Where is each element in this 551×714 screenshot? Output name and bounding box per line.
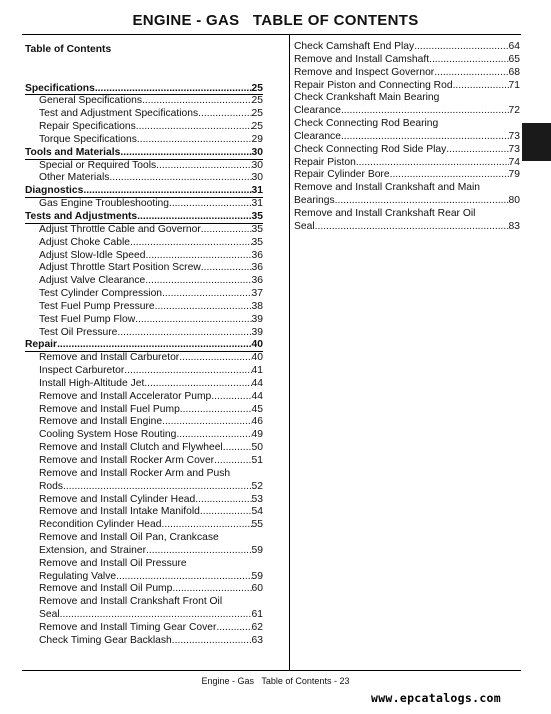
right-column [294,41,520,234]
page-number: 36 [251,275,263,287]
dot-leader [117,327,251,340]
toc-entry-title: Remove and Install Fuel Pump [39,403,180,415]
toc-entry[interactable] [25,378,263,391]
dot-leader [414,41,508,54]
toc-entry[interactable] [25,134,263,147]
toc-entry-title: Adjust Valve Clearance [39,275,146,287]
toc-entry[interactable] [25,314,263,327]
toc-entry[interactable] [25,391,263,404]
toc-entry[interactable] [25,506,263,519]
toc-entry-title: Check Timing Gear Backlash [39,634,172,646]
toc-entry-title: Repair Cylinder Bore [294,169,390,181]
toc-entry-title: Repair Piston and Connecting Rod [294,79,453,91]
header-rule [22,34,521,35]
page-number: 25 [251,108,263,120]
toc-entry[interactable] [25,262,263,275]
page-title: ENGINE - GAS TABLE OF CONTENTS [132,12,419,29]
toc-entry[interactable] [25,327,263,340]
section-title: Tests and Adjustments [25,210,138,222]
page-number: 61 [251,609,263,621]
page-number: 45 [251,403,263,415]
dot-leader [176,429,251,442]
toc-entry-title: Test Fuel Pump Flow [39,313,136,325]
dot-leader [172,635,252,648]
toc-entry-first-line: Check Connecting Rod Bearing [294,118,439,130]
section-title: Repair [25,339,58,351]
toc-entry-title: Adjust Throttle Cable and Governor [39,223,201,235]
toc-entry[interactable] [294,41,520,54]
toc-entry[interactable] [25,519,263,532]
dot-leader [172,583,251,596]
page-number: 46 [251,416,263,428]
toc-entry-title: Inspect Carburetor [39,365,125,377]
section-tab [522,123,551,161]
toc-entry-title: Test and Adjustment Specifications [39,108,199,120]
dot-leader [95,83,252,95]
toc-entry-first-line: Remove and Install Crankshaft and Main [294,182,481,194]
toc-entry-title: General Specifications [39,95,143,107]
dot-leader [116,571,251,584]
toc-entry-title: Repair Specifications [39,121,136,133]
page-number: 25 [251,82,263,94]
page-number: 53 [251,493,263,505]
toc-entry-title: Remove and Install Rocker Arm Cover [39,455,215,466]
toc-entry[interactable] [294,195,520,208]
toc-entry[interactable] [25,545,263,558]
toc-section-heading[interactable] [25,147,263,160]
toc-entry[interactable] [294,144,520,157]
dot-leader [201,224,252,237]
dot-leader [162,416,251,429]
toc-entry-title: Other Materials [39,172,110,184]
dot-leader [60,609,252,622]
dot-leader [162,519,252,532]
toc-entry[interactable] [25,301,263,314]
toc-entry-title: Check Connecting Rod Side Play [294,143,447,155]
toc-entry[interactable] [25,571,263,584]
page-number: 25 [251,95,263,107]
page-number: 65 [508,53,520,65]
page-number: 63 [251,634,263,646]
toc-entry-title: Regulating Valve [39,570,117,582]
toc-entry-title: Seal [294,220,315,232]
toc-entry-title: Adjust Slow-Idle Speed [39,249,146,261]
dot-leader [130,237,252,250]
toc-entry[interactable] [294,105,520,118]
toc-entry-title: Remove and Inspect Governor [294,66,435,78]
toc-entry[interactable] [294,67,520,80]
toc-entry[interactable] [25,583,263,596]
toc-entry[interactable] [294,80,520,93]
page-number: 79 [508,169,520,181]
page-number: 38 [251,300,263,312]
page-number: 30 [251,146,263,158]
page-number: 50 [251,442,263,454]
page-number: 40 [251,339,263,351]
dot-leader [341,131,509,144]
page-number: 59 [251,544,263,556]
page-number: 29 [251,133,263,145]
dot-leader [195,494,251,507]
toc-entry[interactable] [25,622,263,635]
toc-entry[interactable] [25,416,263,429]
page-number: 30 [251,159,263,171]
toc-entry[interactable] [25,160,263,173]
toc-section-heading[interactable] [25,211,263,224]
page-number: 36 [251,262,263,274]
toc-entry-title: Recondition Cylinder Head [39,519,162,531]
toc-entry[interactable] [294,157,520,170]
toc-entry-title: Clearance [294,130,341,142]
toc-entry-title: Special or Required Tools [39,159,157,171]
page-number: 71 [508,79,520,91]
toc-entry[interactable] [294,131,520,144]
toc-entry-title: Seal [39,609,60,621]
page-number: 31 [251,198,263,210]
dot-leader [137,134,252,147]
page-number: 39 [251,326,263,338]
page-number: 49 [251,429,263,441]
toc-entry-title: Install High-Altitude Jet [39,377,145,389]
page-number: 64 [508,41,520,52]
footer-rule [22,670,521,671]
dot-leader [198,108,251,121]
page-number: 39 [251,313,263,325]
page-number: 44 [251,390,263,402]
toc-entry[interactable] [25,442,263,455]
toc-entry-first-line: Remove and Install Crankshaft Front Oil [39,596,223,608]
toc-entry-first-line: Check Crankshaft Main Bearing [294,92,440,104]
toc-entry[interactable] [294,221,520,234]
page-number: 68 [508,66,520,78]
toc-entry-title: Test Fuel Pump Pressure [39,300,155,312]
toc-section-heading[interactable] [25,339,263,352]
toc-entry-title: Cooling System Hose Routing [39,429,177,441]
dot-leader [57,339,251,351]
toc-entry-title: Repair Piston [294,156,356,168]
toc-entry-title: Check Camshaft End Play [294,41,415,52]
toc-entry[interactable] [25,494,263,507]
page-number: 52 [251,480,263,492]
toc-entry-title: Remove and Install Oil Pump [39,583,173,595]
dot-leader [135,314,251,327]
page-number: 35 [251,210,263,222]
dot-leader [335,195,509,208]
toc-entry-title: Adjust Throttle Start Position Screw [39,262,201,274]
toc-entry-title: Remove and Install Timing Gear Cover [39,621,217,633]
page-number: 60 [251,583,263,595]
dot-leader [109,172,251,185]
toc-entry[interactable] [25,250,263,263]
dot-leader [211,391,251,404]
page-number: 25 [251,121,263,133]
section-title: Tools and Materials [25,146,121,158]
toc-entry-title: Remove and Install Accelerator Pump [39,390,212,402]
page-number: 55 [251,519,263,531]
toc-entry[interactable] [25,429,263,442]
dot-leader [446,144,508,157]
toc-entry-title: Bearings [294,195,335,207]
column-divider [289,35,290,671]
page-number: 31 [251,185,263,197]
toc-entry-title: Extension, and Strainer [39,544,147,556]
dot-leader [169,198,252,211]
toc-entry[interactable] [25,275,263,288]
toc-entry[interactable] [25,237,263,250]
dot-leader [144,378,251,391]
toc-entry-title: Test Oil Pressure [39,326,118,338]
dot-leader [83,185,251,197]
toc-entry[interactable] [25,172,263,185]
dot-leader [155,301,252,314]
toc-entry-first-line: Remove and Install Oil Pan, Crankcase [39,532,219,544]
toc-section-heading[interactable] [25,185,263,198]
dot-leader [120,147,251,159]
toc-entry[interactable] [25,404,263,417]
dot-leader [124,365,251,378]
toc-entry[interactable] [25,365,263,378]
dot-leader [200,506,252,519]
dot-leader [429,54,508,67]
dot-leader [390,169,509,182]
dot-leader [142,95,252,108]
dot-leader [201,262,252,275]
page-number: 59 [251,570,263,582]
toc-entry-title: Rods [39,480,64,492]
dot-leader [145,275,251,288]
dot-leader [179,352,251,365]
toc-entry[interactable] [25,198,263,211]
toc-entry-title: Adjust Choke Cable [39,236,131,248]
page-number: 37 [251,288,263,300]
page-number: 54 [251,506,263,518]
page-number: 36 [251,249,263,261]
page-number: 44 [251,377,263,389]
toc-entry[interactable] [25,108,263,121]
page-number: 40 [251,352,263,364]
toc-entry[interactable] [294,169,520,182]
toc-entry-title: Remove and Install Camshaft [294,53,430,65]
toc-entry-title: Torque Specifications [39,133,137,145]
toc-entry-title: Test Cylinder Compression [39,288,163,300]
section-title: Specifications [25,82,95,94]
dot-leader [180,404,252,417]
toc-entry[interactable] [25,288,263,301]
page-number: 83 [508,220,520,232]
toc-entry-title: Clearance [294,105,341,117]
toc-entry[interactable] [25,609,263,622]
dot-leader [341,105,509,118]
page-number: 72 [508,105,520,117]
toc-entry[interactable] [25,481,263,494]
toc-entry-first-line: Remove and Install Crankshaft Rear Oil [294,207,476,219]
toc-label: Table of Contents [25,44,112,55]
dot-leader [136,121,252,134]
toc-entry-title: Gas Engine Troubleshooting [39,198,169,210]
watermark: www.epcatalogs.com [370,691,501,705]
toc-entry-first-line: Remove and Install Rocker Arm and Push [39,467,231,479]
toc-entry-title: Remove and Install Cylinder Head [39,493,196,505]
dot-leader [145,250,251,263]
toc-entry[interactable] [294,54,520,67]
section-title: Diagnostics [25,185,84,197]
dot-leader [216,622,251,635]
page-number: 35 [251,236,263,248]
dot-leader [453,80,509,93]
left-column [25,44,263,648]
dot-leader [434,67,508,80]
toc-entry[interactable] [25,121,263,134]
page-number: 73 [508,143,520,155]
page-number: 30 [251,172,263,184]
page-number: 74 [508,156,520,168]
dot-leader [214,455,251,468]
dot-leader [162,288,251,301]
dot-leader [146,545,251,558]
page-number: 73 [508,130,520,142]
toc-entry[interactable] [25,95,263,108]
toc-entry[interactable] [25,455,263,468]
page-number: 62 [251,621,263,633]
dot-leader [137,211,251,223]
toc-entry-first-line: Remove and Install Oil Pressure [39,557,187,569]
toc-entry[interactable] [25,352,263,365]
toc-entry[interactable] [25,635,263,648]
dot-leader [223,442,252,455]
toc-entry-title: Remove and Install Engine [39,416,163,428]
dot-leader [356,157,509,170]
page-number: 51 [251,455,263,466]
dot-leader [63,481,251,494]
toc-entry-title: Remove and Install Clutch and Flywheel [39,442,223,454]
toc-entry[interactable] [25,224,263,237]
dot-leader [315,221,509,234]
page-number: 80 [508,195,520,207]
toc-entry-title: Remove and Install Carburetor [39,352,180,364]
page-number: 35 [251,223,263,235]
page-footer: Engine - Gas Table of Contents - 23 [201,676,350,686]
page-number: 41 [251,365,263,377]
toc-section-heading[interactable] [25,83,263,96]
toc-entry-title: Remove and Install Intake Manifold [39,506,200,518]
dot-leader [156,160,251,173]
